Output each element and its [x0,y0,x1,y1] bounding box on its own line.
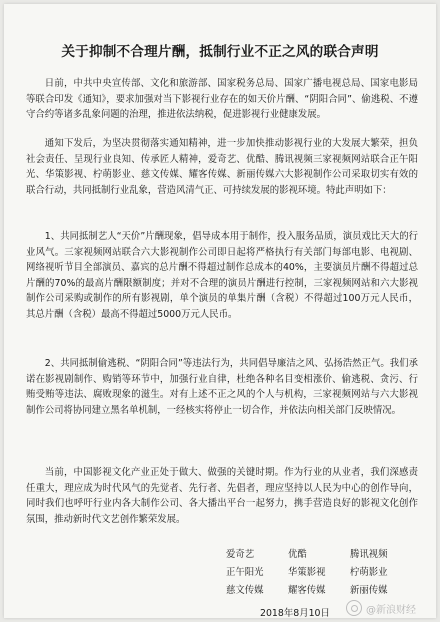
signatory: 优酷 [288,549,307,560]
signatory: 慈文传媒 [226,585,264,596]
signatory: 正午阳光 [226,567,264,578]
paragraph-conclusion: 当前，中国影视文化产业正处于做大、做强的关键时期。作为行业的从业者，我们深感责任重大，理应成为时代风气的先觉者、先行者、先倡者，理应坚持以人民为中心的创作导向，同时我们也呼吁行业内各大制作公司、各大播出平台一起努力，携手营造良好的影视文化创作氛围，推动新时代文艺创作繁荣发展。 [26,467,418,525]
weibo-icon [346,600,362,616]
watermark-text: @新浪财经 [366,604,416,616]
signatory: 爱奇艺 [226,549,255,560]
statement-title: 关于抑制不合理片酬，抵制行业不正之风的联合声明 [61,44,379,60]
watermark [346,600,416,616]
paragraph-intro: 日前，中共中央宣传部、文化和旅游部、国家税务总局、国家广播电视总局、国家电影局等联合印发《通知》，要求加强对当下影视行业存在的如天价片酬、“阴阳合同”、偷逃税、不遵守合约等诸多乱象问题的治理，推进依法纳税，促进影视行业健康发展。 [26,78,418,121]
statement-date: 2018年8月10日 [260,608,330,619]
paragraph-item-2: 2、共同抵制偷逃税、“阴阳合同”等违法行为，共同倡导廉洁之风、弘扬浩然正气。我们承诺在影视剧制作、购销等环节中，加强行业自律，杜绝各种名目变相涨价、偷逃税、贪污、行贿受贿等违法、腐败现象的滋生。对有上述不正之风的个人与机构，三家视频网站与六大影视制作公司将协同建立黑名单机制，一经核实将停止一切合作，并依法向相关部门反映情况。 [26,358,418,416]
signatory: 华策影视 [288,567,326,578]
paragraph-action: 通知下发后，为坚决贯彻落实通知精神，进一步加快推动影视行业的大发展大繁荣，担负社会责任、呈现行业良知、传承匠人精神，爱奇艺、优酷、腾讯视频三家视频网站联合正午阳光、华策影视、柠萌影业、慈文传媒、耀客传媒、新丽传媒六大影视制作公司采取切实有效的联合行动，共同抵制行业乱象，营造风清气正、可持续发展的影视环境。特此声明如下： [26,138,418,196]
signatory: 柠萌影业 [350,567,388,578]
signatory-list [226,548,412,597]
signatory: 耀客传媒 [288,585,326,596]
signatory: 腾讯视频 [350,549,388,560]
signatory: 新丽传媒 [350,585,388,596]
paragraph-item-1: 1、共同抵制艺人“天价”片酬现象，倡导成本用于制作，投入服务品质，演员戏比天大的行业风气。三家视频网站联合六大影视制作公司即日起将严格执行有关部门每部电影、电视剧、网络视听节目全部演员、嘉宾的总片酬不得超过制作总成本的40%，主要演员片酬不得超过总片酬的70%的最高片酬限额制度；并对不合理的演员片酬进行控制，三家视频网站和六大影视制作公司采购或制作的所有影视剧，单个演员的单集片酬（含税）不得超过100万元人民币，其总片酬（含税）最高不得超过5000万元人民币。 [26,231,418,320]
statement-page [4,4,436,618]
